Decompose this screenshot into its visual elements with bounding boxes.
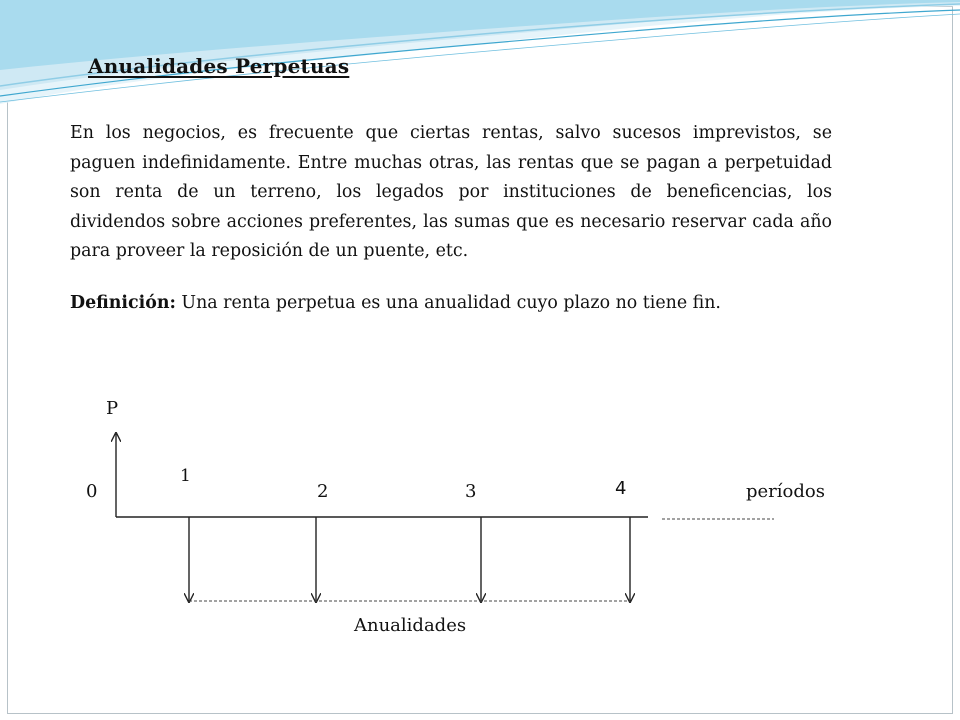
period-label-3: 3 xyxy=(465,481,477,502)
period-label-0: 0 xyxy=(86,481,98,502)
definition-text: Una renta perpetua es una anualidad cuyo plazo no tiene fin. xyxy=(175,293,721,313)
period-label-4: 4 xyxy=(615,478,627,499)
present-value-label: P xyxy=(106,398,119,419)
definition-term: Definición: xyxy=(70,293,176,313)
slide-title: Anualidades Perpetuas xyxy=(88,54,350,78)
periods-axis-label: períodos xyxy=(746,481,825,502)
paragraph-text: En los negocios, es frecuente que ciertas rentas, salvo sucesos imprevistos, se paguen indefinidamente. Entre muchas otras, las rentas que se pagan a perpetuidad son renta de un terreno, los legados por instituciones de beneficencias, los dividendos sobre acciones preferentes, las sumas que es necesario reservar cada año para proveer la reposición de un puente, etc. xyxy=(70,123,832,261)
payments-label: Anualidades xyxy=(354,615,467,636)
period-label-2: 2 xyxy=(317,481,329,502)
period-label-1: 1 xyxy=(180,466,191,486)
